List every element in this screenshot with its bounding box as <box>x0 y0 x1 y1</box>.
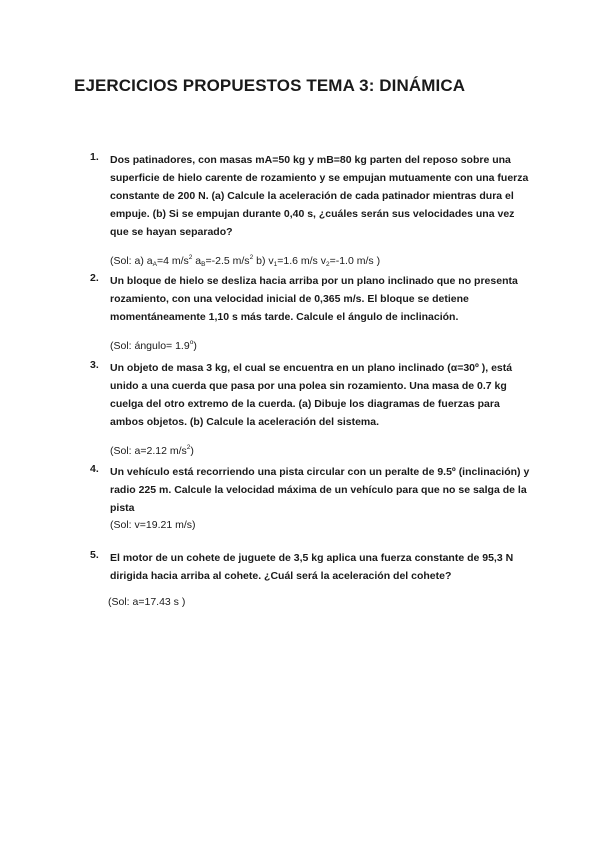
exercise-text: Un objeto de masa 3 kg, el cual se encuentra en un plano inclinado (α=30º ), está unido a una cuerda que pasa por una polea sin rozamiento. Una masa de 0.7 kg cuelga del otro extremo de la cuerda. (a) Dibuje los diagramas de fuerzas para ambos objetos. (b) Calcule la aceleración del sistema. <box>110 362 513 428</box>
exercise-solution: (Sol: a=17.43 s ) <box>108 596 186 608</box>
exercise-text: Un vehículo está recorriendo una pista circular con un peralte de 9.5º (inclinación) y radio 225 m. Calcule la velocidad máxima de un vehículo para que no se salga de la pista <box>110 466 530 514</box>
exercise-solution: (Sol: a) $a_A=4$ $m/s^2$ $a_B=-2.5$ $m/s^2$ b) $v_1=1.6$ m/s $v_2=-1.0$ m/s ) <box>110 254 381 268</box>
exercise-4 <box>90 463 530 533</box>
exercise-solution: (Sol: v=19.21 m/s) <box>110 519 196 531</box>
exercise-number: 5. <box>90 549 99 561</box>
exercise-5 <box>90 549 530 610</box>
exercise-solution: (Sol: ángulo= $1.9^o$) <box>110 339 197 352</box>
exercise-solution: (Sol: a=2.12 $m/s^2$) <box>110 444 194 457</box>
exercise-text: El motor de un cohete de juguete de 3,5 kg aplica una fuerza constante de 95,3 N dirigida hacia arriba al cohete. ¿Cuál será la aceleración del cohete? <box>110 552 514 582</box>
exercise-number: 4. <box>90 463 99 475</box>
exercise-2 <box>90 272 530 354</box>
exercise-1 <box>90 151 530 273</box>
exercise-number: 2. <box>90 272 99 284</box>
exercise-number: 1. <box>90 151 99 163</box>
page-title: EJERCICIOS PROPUESTOS TEMA 3: DINÁMICA <box>74 76 466 95</box>
exercise-text: Dos patinadores, con masas mA=50 kg y mB=80 kg parten del reposo sobre una superficie de hielo carente de rozamiento y se empujan mutuamente con una fuerza constante de 200 N. (a) Calcule la aceleración de cada patinador mientras dura el empuje. (b) Si se empujan durante 0,40 s, ¿cuáles serán sus velocidades una vez que se hayan separado? <box>110 154 529 238</box>
exercise-text: Un bloque de hielo se desliza hacia arriba por un plano inclinado que no presenta rozamiento, con una velocidad inicial de 0,365 m/s. El bloque se detiene momentáneamente 1,10 s más tarde. Calcule el ángulo de inclinación. <box>110 275 518 323</box>
exercise-3 <box>90 359 530 459</box>
exercise-number: 3. <box>90 359 99 371</box>
